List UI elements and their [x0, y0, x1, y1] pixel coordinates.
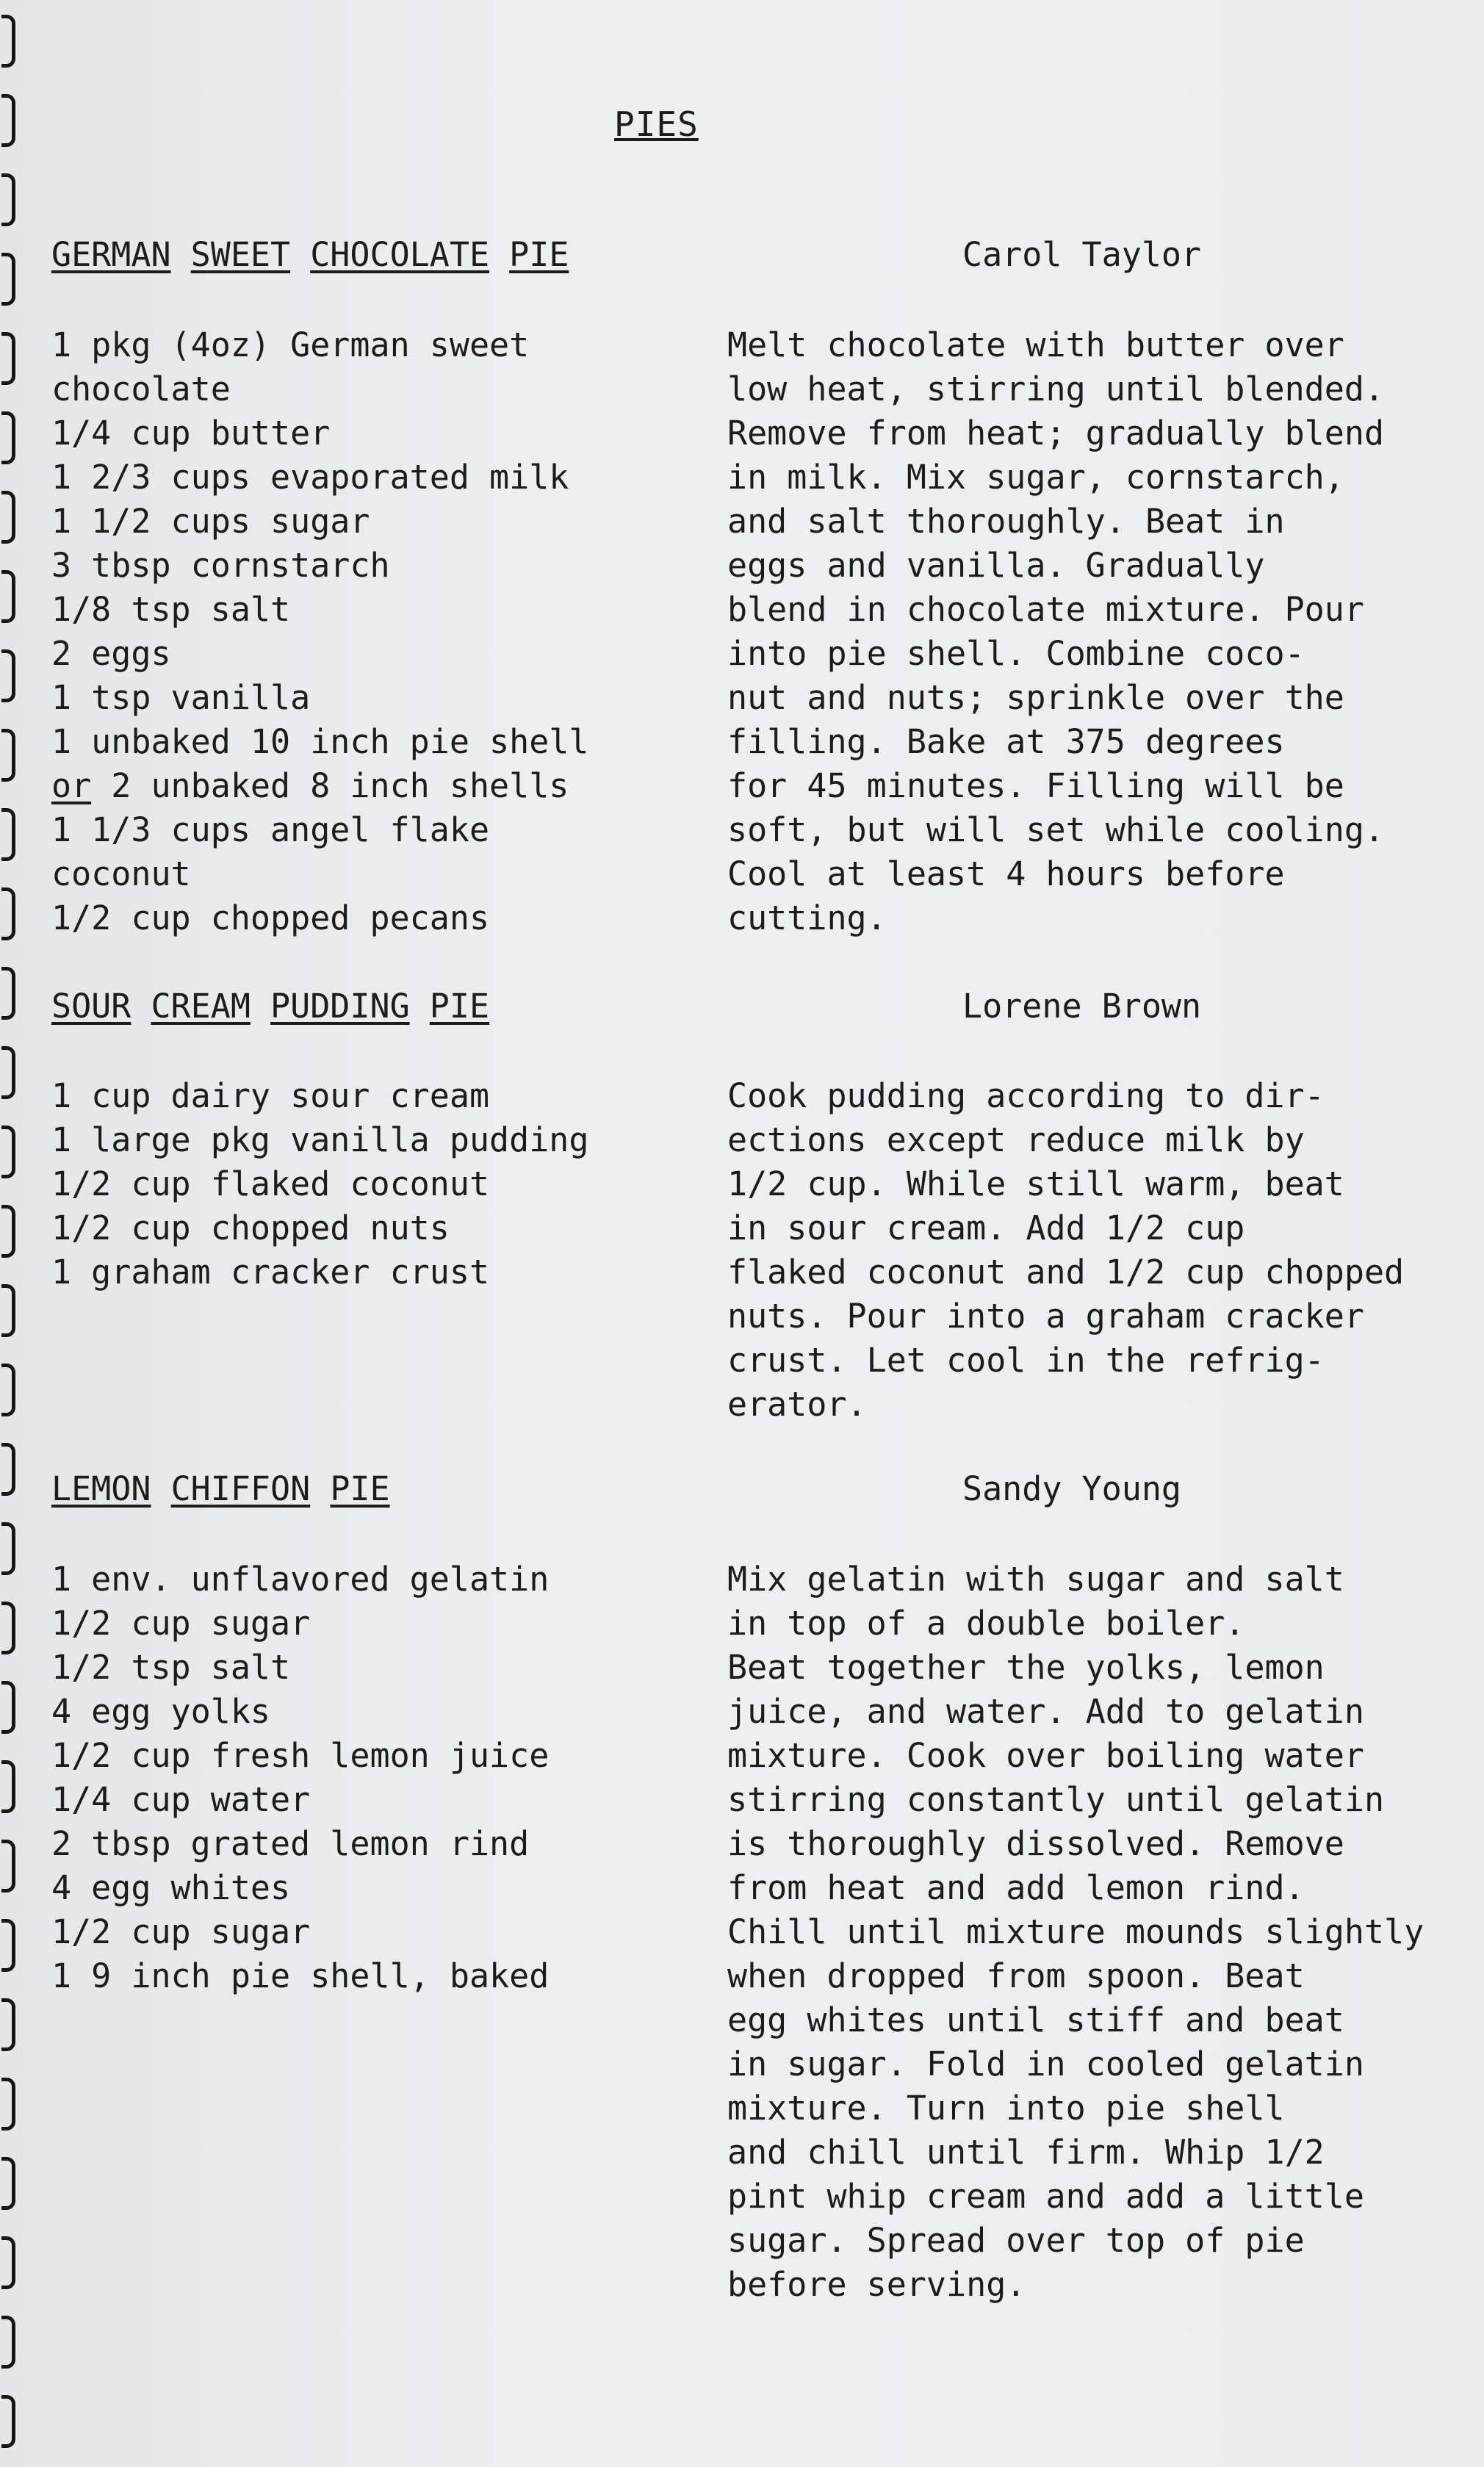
direction-line: stirring constantly until gelatin	[727, 1780, 1385, 1819]
ingredient-line: chocolate	[51, 370, 231, 408]
direction-line: 1/2 cup. While still warm, beat	[727, 1164, 1344, 1203]
direction-line: in sour cream. Add 1/2 cup	[727, 1209, 1245, 1247]
ingredient-line: 1 2/3 cups evaporated milk	[51, 458, 569, 497]
binding-ring	[1, 570, 15, 623]
ingredient-line: 1 large pkg vanilla pudding	[51, 1120, 589, 1159]
ingredient-line: 1 cup dairy sour cream	[51, 1076, 490, 1115]
binding-ring	[1, 15, 15, 68]
direction-line: in top of a double boiler.	[727, 1604, 1245, 1643]
ingredient-line: 4 egg yolks	[51, 1692, 271, 1731]
ingredient-line: 3 tbsp cornstarch	[51, 546, 390, 585]
direction-line: and salt thoroughly. Beat in	[727, 502, 1285, 541]
ingredient-line: 1/2 cup sugar	[51, 1912, 311, 1951]
direction-line: Chill until mixture mounds slightly	[727, 1912, 1424, 1951]
binding-ring	[1, 332, 15, 385]
ingredient-line: 4 egg whites	[51, 1868, 291, 1907]
binding-ring	[1, 1205, 15, 1258]
binding-ring	[1, 887, 15, 940]
ingredient-line: 1/8 tsp salt	[51, 590, 291, 629]
direction-line: Melt chocolate with butter over	[727, 325, 1344, 364]
direction-line: low heat, stirring until blended.	[727, 370, 1385, 408]
title-word: PIE	[509, 235, 569, 274]
ingredient-line: 1/4 cup water	[51, 1780, 311, 1819]
directions	[727, 323, 1384, 940]
ingredient-line: 1 1/2 cups sugar	[51, 502, 370, 541]
page-title: PIES	[614, 104, 699, 144]
binding-ring	[1, 1602, 15, 1654]
binding-ring	[1, 173, 15, 226]
binding-ring	[1, 2316, 15, 2369]
binding-ring	[1, 1998, 15, 2051]
line-text: 2 unbaked 8 inch shells	[91, 766, 569, 805]
binding-ring	[1, 1760, 15, 1813]
ingredient-line: 1/2 cup chopped pecans	[51, 898, 490, 937]
ingredient-line: 1 env. unflavored gelatin	[51, 1560, 550, 1599]
recipe-author: Sandy Young	[962, 1469, 1182, 1508]
direction-line: sugar. Spread over top of pie	[727, 2221, 1305, 2260]
direction-line: in milk. Mix sugar, cornstarch,	[727, 458, 1344, 497]
title-word: LEMON	[51, 1469, 151, 1508]
direction-line: blend in chocolate mixture. Pour	[727, 590, 1364, 629]
binding-ring	[1, 2157, 15, 2210]
binding-ring	[1, 1681, 15, 1734]
ingredient-line: coconut	[51, 854, 191, 893]
direction-line: and chill until firm. Whip 1/2	[727, 2133, 1325, 2172]
binding-ring	[1, 967, 15, 1020]
direction-line: mixture. Cook over boiling water	[727, 1736, 1364, 1775]
binding-ring	[1, 1840, 15, 1892]
direction-line: before serving.	[727, 2265, 1026, 2304]
direction-line: Beat together the yolks, lemon	[727, 1648, 1325, 1687]
title-word: PUDDING	[270, 987, 410, 1026]
recipe-author: Carol Taylor	[962, 235, 1202, 274]
ingredient-line: 1/2 cup sugar	[51, 1604, 311, 1643]
direction-line: in sugar. Fold in cooled gelatin	[727, 2045, 1364, 2084]
ingredient-line: 1 pkg (4oz) German sweet	[51, 325, 530, 364]
ingredient-line: 1 9 inch pie shell, baked	[51, 1956, 550, 1995]
ingredient-line: 1 1/3 cups angel flake	[51, 810, 490, 849]
title-word: SWEET	[190, 235, 291, 274]
binding-ring	[1, 1284, 15, 1337]
title-word: CHOCOLATE	[310, 235, 490, 274]
binding-ring	[1, 649, 15, 702]
binding-ring	[1, 2236, 15, 2289]
ingredient-line: 1/2 cup flaked coconut	[51, 1164, 490, 1203]
recipe-author: Lorene Brown	[962, 987, 1202, 1026]
ingredient-line: 1 graham cracker crust	[51, 1253, 490, 1292]
direction-line: erator.	[727, 1385, 867, 1424]
binding-ring	[1, 1364, 15, 1416]
direction-line: nut and nuts; sprinkle over the	[727, 678, 1344, 717]
direction-line: cutting.	[727, 898, 887, 937]
binding-ring	[1, 491, 15, 544]
ingredient-line: 1/2 cup fresh lemon juice	[51, 1736, 550, 1775]
directions	[727, 1074, 1404, 1427]
spiral-binding	[0, 0, 29, 2467]
direction-line: pint whip cream and add a little	[727, 2177, 1364, 2216]
ingredient-list	[51, 1557, 549, 1998]
ingredient-list	[51, 323, 589, 940]
direction-line: crust. Let cool in the refrig-	[727, 1341, 1325, 1380]
direction-line: Cook pudding according to dir-	[727, 1076, 1325, 1115]
binding-ring	[1, 729, 15, 782]
direction-line: Remove from heat; gradually blend	[727, 414, 1385, 453]
binding-ring	[1, 1919, 15, 1972]
binding-ring	[1, 411, 15, 464]
direction-line: flaked coconut and 1/2 cup chopped	[727, 1253, 1405, 1292]
title-word: PIE	[330, 1469, 390, 1508]
recipe-title-german-sweet-chocolate-pie	[51, 235, 569, 274]
ingredient-line: 1 tsp vanilla	[51, 678, 311, 717]
recipe-title-sour-cream-pudding-pie	[51, 987, 489, 1026]
binding-ring	[1, 1126, 15, 1178]
direction-line: egg whites until stiff and beat	[727, 2000, 1344, 2039]
direction-line: nuts. Pour into a graham cracker	[727, 1297, 1364, 1336]
binding-ring	[1, 1046, 15, 1099]
direction-line: when dropped from spoon. Beat	[727, 1956, 1305, 1995]
direction-line: into pie shell. Combine coco-	[727, 634, 1305, 673]
binding-ring	[1, 1443, 15, 1496]
binding-ring	[1, 1522, 15, 1575]
ingredient-line: 1/2 tsp salt	[51, 1648, 291, 1687]
direction-line: from heat and add lemon rind.	[727, 1868, 1305, 1907]
ingredient-list	[51, 1074, 589, 1294]
binding-ring	[1, 94, 15, 147]
ingredient-line: 1 unbaked 10 inch pie shell	[51, 722, 589, 761]
title-word: CHIFFON	[170, 1469, 311, 1508]
direction-line: for 45 minutes. Filling will be	[727, 766, 1344, 805]
direction-line: mixture. Turn into pie shell	[727, 2089, 1285, 2128]
underlined-word: or	[51, 766, 92, 805]
ingredient-line: 1/4 cup butter	[51, 414, 331, 453]
direction-line: soft, but will set while cooling.	[727, 810, 1385, 849]
binding-ring	[1, 2395, 15, 2448]
ingredient-line: 1/2 cup chopped nuts	[51, 1209, 450, 1247]
direction-line: Mix gelatin with sugar and salt	[727, 1560, 1344, 1599]
direction-line: juice, and water. Add to gelatin	[727, 1692, 1364, 1731]
direction-line: eggs and vanilla. Gradually	[727, 546, 1265, 585]
directions	[727, 1557, 1424, 2307]
binding-ring	[1, 808, 15, 861]
binding-ring	[1, 2078, 15, 2131]
ingredient-line: 2 eggs	[51, 634, 171, 673]
direction-line: Cool at least 4 hours before	[727, 854, 1285, 893]
direction-line: ections except reduce milk by	[727, 1120, 1305, 1159]
title-word: PIE	[429, 987, 490, 1026]
title-word: SOUR	[51, 987, 132, 1026]
direction-line: is thoroughly dissolved. Remove	[727, 1824, 1344, 1863]
ingredient-line	[51, 764, 589, 808]
title-word: GERMAN	[51, 235, 171, 274]
ingredient-line: 2 tbsp grated lemon rind	[51, 1824, 530, 1863]
binding-ring	[1, 253, 15, 306]
direction-line: filling. Bake at 375 degrees	[727, 722, 1285, 761]
title-word: CREAM	[151, 987, 251, 1026]
recipe-title-lemon-chiffon-pie	[51, 1469, 390, 1508]
